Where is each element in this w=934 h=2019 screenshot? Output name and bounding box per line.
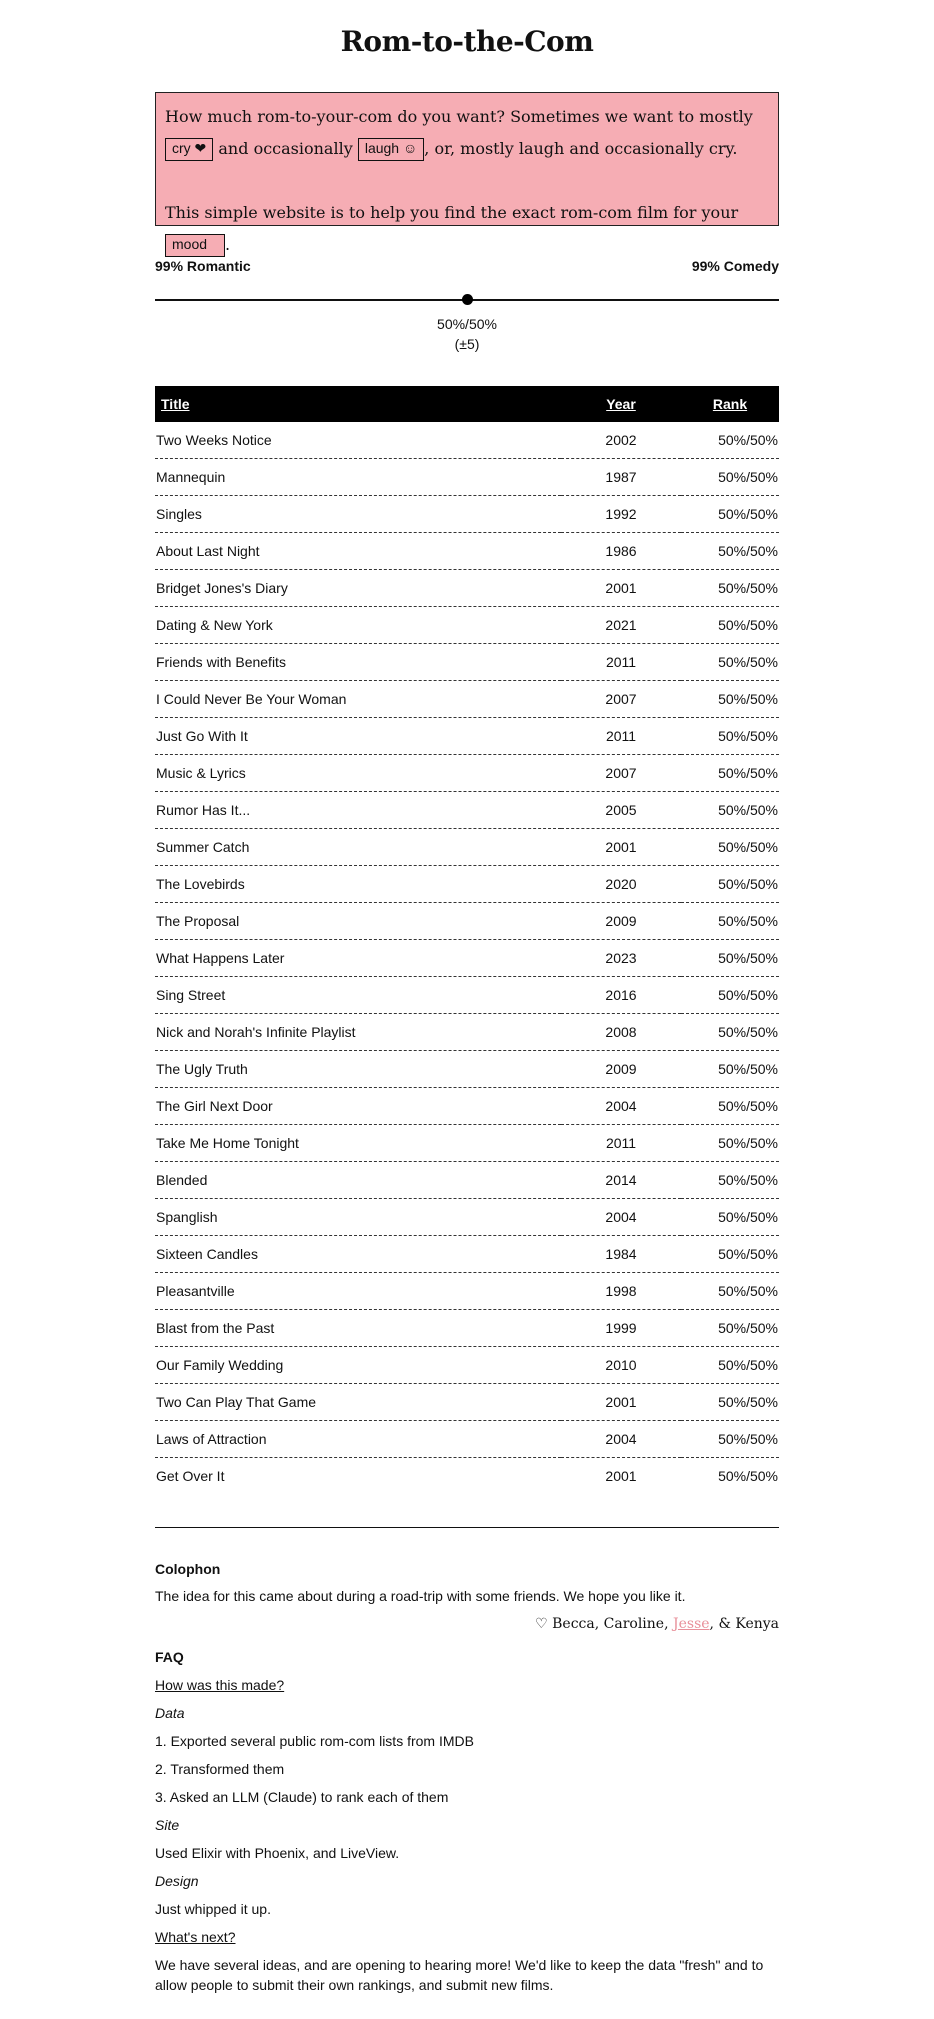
film-rank-cell: 50%/50% <box>681 903 779 940</box>
film-year-cell: 2016 <box>561 977 681 1014</box>
table-row[interactable] <box>155 1236 779 1273</box>
faq-site-heading: Site <box>155 1817 180 1833</box>
film-rank-cell: 50%/50% <box>681 755 779 792</box>
film-title-cell: Music & Lyrics <box>155 755 561 792</box>
film-rank-cell: 50%/50% <box>681 1162 779 1199</box>
colophon-text: The idea for this came about during a road-trip with some friends. We hope you like it. <box>155 1588 686 1604</box>
rank-column-header[interactable]: Rank <box>681 386 779 422</box>
film-title-cell: Dating & New York <box>155 607 561 644</box>
mood-selector-panel <box>155 92 779 254</box>
film-year-cell: 1984 <box>561 1236 681 1273</box>
film-year-cell: 2001 <box>561 829 681 866</box>
film-title-cell: What Happens Later <box>155 940 561 977</box>
film-rank-cell: 50%/50% <box>681 1347 779 1384</box>
film-year-cell: 1986 <box>561 533 681 570</box>
film-year-cell: 2005 <box>561 792 681 829</box>
film-title-cell: The Girl Next Door <box>155 1088 561 1125</box>
film-year-cell: 2008 <box>561 1014 681 1051</box>
table-row[interactable] <box>155 533 779 570</box>
intro-text-3: , or, mostly laugh and occasionally cry. <box>424 139 738 158</box>
table-row[interactable] <box>155 1014 779 1051</box>
film-year-cell: 2001 <box>561 1384 681 1421</box>
film-title-cell: Sixteen Candles <box>155 1236 561 1273</box>
faq-question-whats-next[interactable]: What's next? <box>155 1929 236 1945</box>
film-rank-cell: 50%/50% <box>681 1236 779 1273</box>
film-rank-cell: 50%/50% <box>681 792 779 829</box>
film-title-cell: Get Over It <box>156 1468 225 1484</box>
table-row[interactable] <box>155 1458 779 1495</box>
film-title-cell: Our Family Wedding <box>155 1347 561 1384</box>
film-title-cell: I Could Never Be Your Woman <box>155 681 561 718</box>
film-year-cell: 2009 <box>561 1051 681 1088</box>
film-rank-cell: 50%/50% <box>681 1310 779 1347</box>
primary-mood-select[interactable]: cry ❤ <box>165 138 213 161</box>
film-year-cell: 2011 <box>561 644 681 681</box>
film-title-cell: Friends with Benefits <box>155 644 561 681</box>
faq-design-heading: Design <box>155 1873 199 1889</box>
film-title-cell: Bridget Jones's Diary <box>155 570 561 607</box>
table-row[interactable] <box>155 1273 779 1310</box>
romantic-end-label: 99% Romantic <box>155 258 251 274</box>
film-title-cell: Just Go With It <box>155 718 561 755</box>
film-year-cell: 2007 <box>561 681 681 718</box>
film-rank-cell: 50%/50% <box>681 422 779 459</box>
film-year-cell: 1992 <box>561 496 681 533</box>
film-year-cell: 1998 <box>561 1273 681 1310</box>
faq-question-how-made[interactable]: How was this made? <box>155 1677 285 1693</box>
film-rank-cell: 50%/50% <box>681 866 779 903</box>
intro-text-4: This simple website is to help you find the exact rom-com film for your <box>165 203 739 222</box>
film-year-cell: 2004 <box>561 1088 681 1125</box>
table-row[interactable] <box>155 1347 779 1384</box>
film-rank-cell: 50%/50% <box>681 681 779 718</box>
film-year-cell: 2009 <box>561 903 681 940</box>
film-rank-cell: 50%/50% <box>718 1468 778 1484</box>
films-table-body <box>155 422 779 1494</box>
film-year-cell: 2007 <box>561 755 681 792</box>
film-title-cell: Nick and Norah's Infinite Playlist <box>155 1014 561 1051</box>
film-title-cell: Blast from the Past <box>155 1310 561 1347</box>
film-year-cell: 2010 <box>561 1347 681 1384</box>
faq-step: 3. Asked an LLM (Claude) to rank each of them <box>155 1789 449 1805</box>
table-row[interactable] <box>155 681 779 718</box>
film-year-cell: 2020 <box>561 866 681 903</box>
film-title-cell: Laws of Attraction <box>155 1421 561 1458</box>
table-row[interactable] <box>155 459 779 496</box>
table-row[interactable] <box>155 607 779 644</box>
film-rank-cell: 50%/50% <box>681 718 779 755</box>
slider-value: 50%/50% <box>437 316 497 332</box>
film-title-cell: Spanglish <box>155 1199 561 1236</box>
film-year-cell: 2023 <box>561 940 681 977</box>
film-title-cell: Blended <box>155 1162 561 1199</box>
film-title-cell: The Proposal <box>155 903 561 940</box>
film-title-cell: Summer Catch <box>155 829 561 866</box>
film-year-cell: 2004 <box>561 1421 681 1458</box>
film-rank-cell: 50%/50% <box>681 607 779 644</box>
film-year-cell: 2014 <box>561 1162 681 1199</box>
credits-prefix: ♡ Becca, Caroline, <box>535 1616 673 1632</box>
film-title-cell: Take Me Home Tonight <box>155 1125 561 1162</box>
film-title-cell: The Lovebirds <box>155 866 561 903</box>
table-row[interactable] <box>155 829 779 866</box>
table-row[interactable] <box>155 718 779 755</box>
table-row[interactable] <box>155 644 779 681</box>
film-rank-cell: 50%/50% <box>681 1088 779 1125</box>
film-rank-cell: 50%/50% <box>681 1125 779 1162</box>
film-rank-cell: 50%/50% <box>681 1384 779 1421</box>
film-rank-cell: 50%/50% <box>681 829 779 866</box>
title-column-header[interactable]: Title <box>155 386 561 422</box>
film-title-cell: The Ugly Truth <box>155 1051 561 1088</box>
intro-text-1: How much rom-to-your-com do you want? Sometimes we want to mostly <box>165 107 753 126</box>
intro-text-5: . <box>225 235 231 254</box>
faq-step: 1. Exported several public rom-com lists from IMDB <box>155 1733 474 1749</box>
film-title-cell: Two Weeks Notice <box>155 422 561 459</box>
faq-site-text: Used Elixir with Phoenix, and LiveView. <box>155 1845 400 1861</box>
film-year-cell: 2021 <box>561 607 681 644</box>
intro-paragraph <box>165 101 770 165</box>
table-row[interactable] <box>155 1310 779 1347</box>
faq-data-heading: Data <box>155 1705 185 1721</box>
film-year-cell: 2011 <box>561 1125 681 1162</box>
film-year-cell: 2002 <box>561 422 681 459</box>
film-year-cell: 1999 <box>561 1310 681 1347</box>
film-year-cell: 2001 <box>561 570 681 607</box>
mood-input[interactable]: mood <box>165 234 225 257</box>
slider-tolerance: (±5) <box>454 336 480 352</box>
table-row[interactable] <box>155 977 779 1014</box>
slider-readout <box>155 314 779 354</box>
secondary-mood-select[interactable]: laugh ☺ <box>358 138 424 161</box>
film-rank-cell: 50%/50% <box>681 533 779 570</box>
film-title-cell: Singles <box>155 496 561 533</box>
faq-heading: FAQ <box>155 1649 184 1665</box>
film-rank-cell: 50%/50% <box>681 570 779 607</box>
intro-text-2: and occasionally <box>218 139 353 158</box>
faq-design-text: Just whipped it up. <box>155 1901 271 1917</box>
film-rank-cell: 50%/50% <box>681 644 779 681</box>
table-row[interactable] <box>155 903 779 940</box>
film-title-cell: Rumor Has It... <box>155 792 561 829</box>
film-rank-cell: 50%/50% <box>681 1421 779 1458</box>
table-row[interactable] <box>155 1051 779 1088</box>
faq-step: 2. Transformed them <box>155 1761 285 1777</box>
intro-paragraph-2 <box>165 197 770 261</box>
year-column-header[interactable]: Year <box>561 386 681 422</box>
table-row[interactable] <box>155 1162 779 1199</box>
credits-suffix: , & Kenya <box>709 1616 779 1632</box>
table-row[interactable] <box>155 940 779 977</box>
film-rank-cell: 50%/50% <box>681 977 779 1014</box>
table-row[interactable] <box>155 422 779 459</box>
film-year-cell: 2001 <box>605 1468 637 1484</box>
film-rank-cell: 50%/50% <box>681 1273 779 1310</box>
table-row[interactable] <box>155 866 779 903</box>
table-row[interactable] <box>155 792 779 829</box>
film-year-cell: 1987 <box>561 459 681 496</box>
table-row[interactable] <box>155 755 779 792</box>
film-title-cell: Pleasantville <box>155 1273 561 1310</box>
faq-next-text: We have several ideas, and are opening to hearing more! We'd like to keep the data "fresh" and to allow people to submit their own rankings, and submit new films. <box>155 1957 764 1993</box>
film-year-cell: 2004 <box>561 1199 681 1236</box>
section-divider <box>155 1527 779 1528</box>
film-rank-cell: 50%/50% <box>681 459 779 496</box>
rom-com-slider-handle[interactable] <box>462 294 473 305</box>
page-title: Rom-to-the-Com <box>340 25 594 58</box>
colophon-heading: Colophon <box>155 1561 221 1577</box>
colophon-section <box>155 1556 779 1638</box>
film-title-cell: Sing Street <box>155 977 561 1014</box>
film-rank-cell: 50%/50% <box>681 496 779 533</box>
film-rank-cell: 50%/50% <box>681 940 779 977</box>
table-row[interactable] <box>155 570 779 607</box>
table-row[interactable] <box>155 1088 779 1125</box>
film-title-cell: About Last Night <box>155 533 561 570</box>
film-title-cell: Mannequin <box>155 459 561 496</box>
credits <box>155 1610 779 1638</box>
comedy-end-label: 99% Comedy <box>691 258 779 274</box>
film-rank-cell: 50%/50% <box>681 1051 779 1088</box>
film-rank-cell: 50%/50% <box>681 1014 779 1051</box>
faq-section <box>155 1643 779 1995</box>
table-row[interactable] <box>155 496 779 533</box>
film-year-cell: 2011 <box>561 718 681 755</box>
table-row[interactable] <box>155 1125 779 1162</box>
table-row[interactable] <box>155 1384 779 1421</box>
film-rank-cell: 50%/50% <box>681 1199 779 1236</box>
table-header-row <box>155 386 779 422</box>
credits-link-jesse[interactable]: Jesse <box>672 1616 710 1632</box>
table-row[interactable] <box>155 1199 779 1236</box>
films-table <box>155 386 779 1494</box>
table-row[interactable] <box>155 1421 779 1458</box>
film-title-cell: Two Can Play That Game <box>155 1384 561 1421</box>
